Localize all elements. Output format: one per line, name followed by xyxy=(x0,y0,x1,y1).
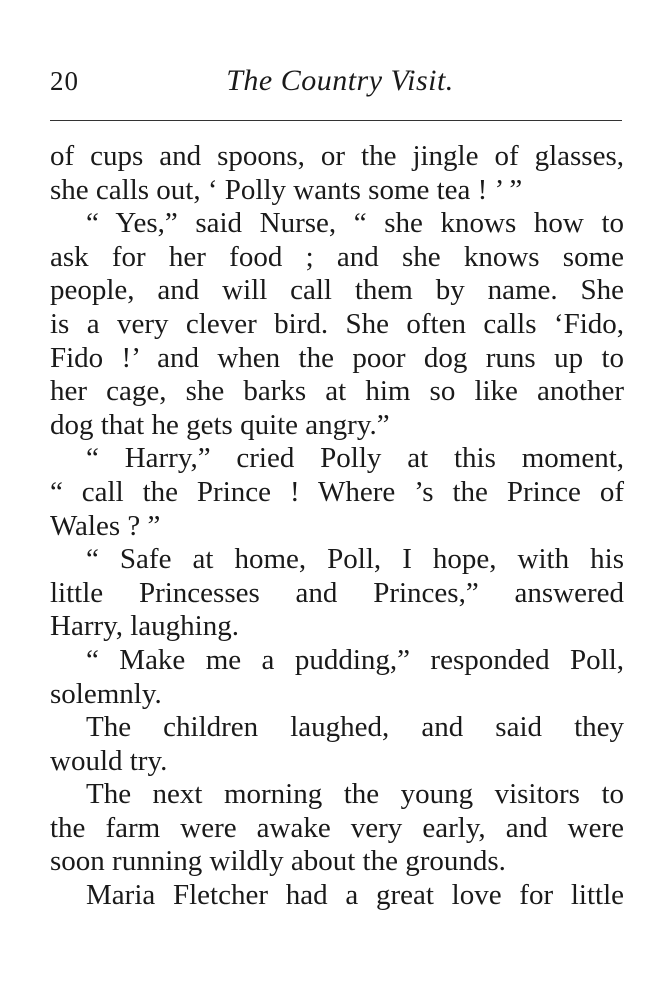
page-number: 20 xyxy=(50,66,79,96)
text-line: “ call the Prince ! Where ’s the Prince of xyxy=(50,475,624,508)
text-line: she calls out, ‘ Polly wants some tea ! ’ ” xyxy=(50,173,523,206)
text-line: Maria Fletcher had a great love for little xyxy=(86,879,624,912)
text-line: “ Yes,” said Nurse, “ she knows how to xyxy=(86,207,624,240)
text-body xyxy=(50,140,624,913)
text-line: Harry, laughing. xyxy=(50,610,239,643)
running-head-title: The Country Visit. xyxy=(226,64,454,97)
text-line: dog that he gets quite angry.” xyxy=(50,408,390,441)
text-line: solemnly. xyxy=(50,677,162,710)
text-line: her cage, she barks at him so like another xyxy=(50,375,624,408)
text-line: “ Harry,” cried Polly at this moment, xyxy=(86,442,624,475)
text-line: the farm were awake very early, and were xyxy=(50,811,624,844)
text-line: Wales ? ” xyxy=(50,509,161,542)
text-line: soon running wildly about the grounds. xyxy=(50,845,506,878)
text-line: would try. xyxy=(50,744,168,777)
text-line: The next morning the young visitors to xyxy=(86,778,624,811)
text-line: people, and will call them by name. She xyxy=(50,274,624,307)
text-line: little Princesses and Princes,” answered xyxy=(50,576,624,609)
header-rule xyxy=(50,120,622,121)
text-line: “ Safe at home, Poll, I hope, with his xyxy=(86,543,624,576)
text-line: of cups and spoons, or the jingle of glasses, xyxy=(50,140,624,172)
text-line: The children laughed, and said they xyxy=(86,711,624,744)
text-line: is a very clever bird. She often calls ‘Fido, xyxy=(50,307,624,340)
text-line: Fido !’ and when the poor dog runs up to xyxy=(50,341,624,374)
text-line: “ Make me a pudding,” responded Poll, xyxy=(86,643,624,676)
text-line: ask for her food ; and she knows some xyxy=(50,240,624,273)
